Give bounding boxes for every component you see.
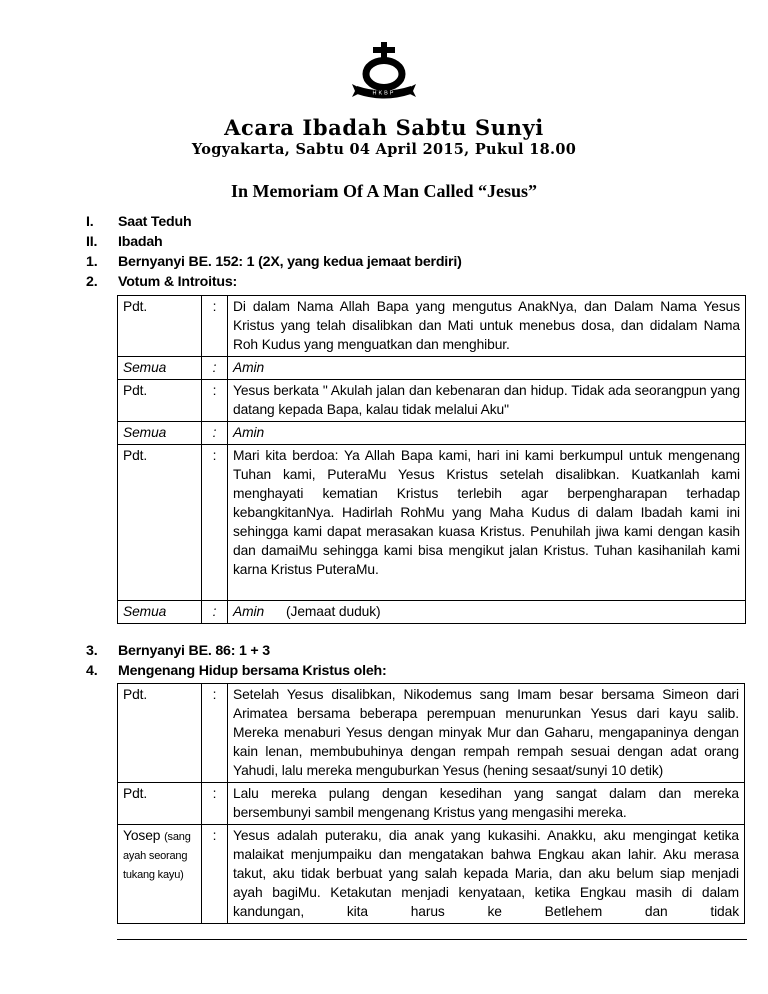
item-text: Saat Teduh [118, 214, 192, 230]
colon-cell: : [202, 783, 228, 825]
speaker-cell: Pdt. [118, 296, 202, 357]
title-block [0, 116, 768, 159]
item-marker: 4. [86, 663, 98, 679]
votum-introitus-table [117, 295, 746, 624]
speaker-name: Yosep [123, 828, 161, 843]
liturgy-text-cell [228, 601, 746, 624]
colon-cell: : [202, 601, 228, 624]
amin-text: Amin [233, 604, 265, 619]
list-item [86, 661, 768, 681]
liturgy-text-cell: Mari kita berdoa: Ya Allah Bapa kami, hari ini kami berkumpul untuk mengenang Tuhan kami, PuteraMu Yesus Kristus setelah disalibkan. Kuatkanlah kami menghayati kematian Kristus terlebih agar berpengharapan terhadap kebangkitanNya. Hadirlah RohMu yang Maha Kudus di dalam Ibadah kami ini sehingga kami dapat merasakan kuasa Kristus. Penuhilah jiwa kami dengan kasih dan damaiMu sehingga kami bisa mengikut jalan Kristus. Tuhan kasihanilah kami karna Kristus PuteraMu. [228, 445, 746, 601]
table-row [118, 601, 746, 624]
table-row [118, 422, 746, 445]
table-row [118, 783, 745, 825]
item-text: Ibadah [118, 234, 163, 250]
speaker-cell: Pdt. [118, 684, 202, 783]
page-subtitle: Yogyakarta, Sabtu 04 April 2015, Pukul 18.00 [191, 141, 577, 158]
colon-cell: : [202, 380, 228, 422]
item-marker: I. [86, 214, 94, 230]
item-text: Bernyanyi BE. 152: 1 (2X, yang kedua jemaat berdiri) [118, 254, 462, 270]
church-logo [0, 0, 768, 106]
remembrance-table-clip [117, 683, 747, 940]
list-item [86, 252, 768, 272]
speaker-cell: Pdt. [118, 783, 202, 825]
theme-title: In Memoriam Of A Man Called “Jesus” [231, 181, 537, 201]
list-item [86, 232, 768, 252]
page-title: Acara Ibadah Sabtu Sunyi [224, 115, 544, 140]
liturgy-text-cell: Amin [228, 357, 746, 380]
item-text: Mengenang Hidup bersama Kristus oleh: [118, 663, 387, 679]
remembrance-table [117, 683, 745, 924]
table-row [118, 684, 745, 783]
colon-cell: : [202, 445, 228, 601]
item-marker: 1. [86, 254, 98, 270]
liturgy-text-cell: Setelah Yesus disalibkan, Nikodemus sang Imam besar bersama Simeon dari Arimatea bersama beberapa perempuan menurunkan Yesus dari kayu salib. Mereka menaburi Yesus dengan minyak Mur dan Gaharu, mengapaninya dengan kain lenan, membubuhinya dengan rempah rempah sesuai dengan adat orang Yahudi, lalu mereka menguburkan Yesus (hening sesaat/sunyi 10 detik) [228, 684, 745, 783]
liturgy-text-cell: Yesus berkata " Akulah jalan dan kebenaran dan hidup. Tidak ada seorangpun yang datang kepada Bapa, kalau tidak melalui Aku" [228, 380, 746, 422]
item-text: Bernyanyi BE. 86: 1 + 3 [118, 643, 270, 659]
table-row [118, 296, 746, 357]
liturgy-text-cell: Amin [228, 422, 746, 445]
speaker-cell: Semua [118, 601, 202, 624]
colon-cell: : [202, 825, 228, 924]
table-row [118, 825, 745, 924]
order-list-middle [0, 641, 768, 681]
speaker-cell: Pdt. [118, 380, 202, 422]
colon-cell: : [202, 296, 228, 357]
speaker-cell [118, 825, 202, 924]
liturgy-text-cell: Yesus adalah puteraku, dia anak yang kukasihi. Anakku, aku mengingat ketika malaikat menjumpaiku dan mengatakan bahwa Engkau akan lahir. Aku merasa takut, aku tidak berbuat yang salah kepada Maria, dan aku belum siap menjadi ayah bagiMu. Ketakutan menjadi kenyataan, ketika Engkau masih di dalam kandungan, kita harus ke Betlehem dan tidak [228, 825, 745, 924]
speaker-cell: Pdt. [118, 445, 202, 601]
liturgy-text-cell: Lalu mereka pulang dengan kesedihan yang sangat dalam dan mereka bersembunyi sambil mengenang Kristus yang mengasihi mereka. [228, 783, 745, 825]
list-item [86, 272, 768, 292]
speaker-qualifier: (sang ayah seorang tukang kayu) [123, 831, 191, 881]
liturgy-text-cell: Di dalam Nama Allah Bapa yang mengutus AnakNya, dan Dalam Nama Yesus Kristus yang telah disalibkan dan Mati untuk menebus dosa, dan didalam Nama Roh Kudus yang menguatkan dan menghibur. [228, 296, 746, 357]
item-marker: 2. [86, 274, 98, 290]
colon-cell: : [202, 684, 228, 783]
table-row [118, 380, 746, 422]
table-row [118, 357, 746, 380]
cross-circle-ribbon-icon [351, 42, 417, 106]
order-list-top [0, 212, 768, 292]
item-text: Votum & Introitus: [118, 274, 238, 290]
speaker-cell: Semua [118, 357, 202, 380]
stage-direction: (Jemaat duduk) [286, 604, 381, 619]
item-marker: 3. [86, 643, 98, 659]
colon-cell: : [202, 422, 228, 445]
list-item [86, 641, 768, 661]
list-item [86, 212, 768, 232]
speaker-cell: Semua [118, 422, 202, 445]
colon-cell: : [202, 357, 228, 380]
logo-banner-text: HKBP [372, 90, 396, 97]
item-marker: II. [86, 234, 98, 250]
table-row [118, 445, 746, 601]
